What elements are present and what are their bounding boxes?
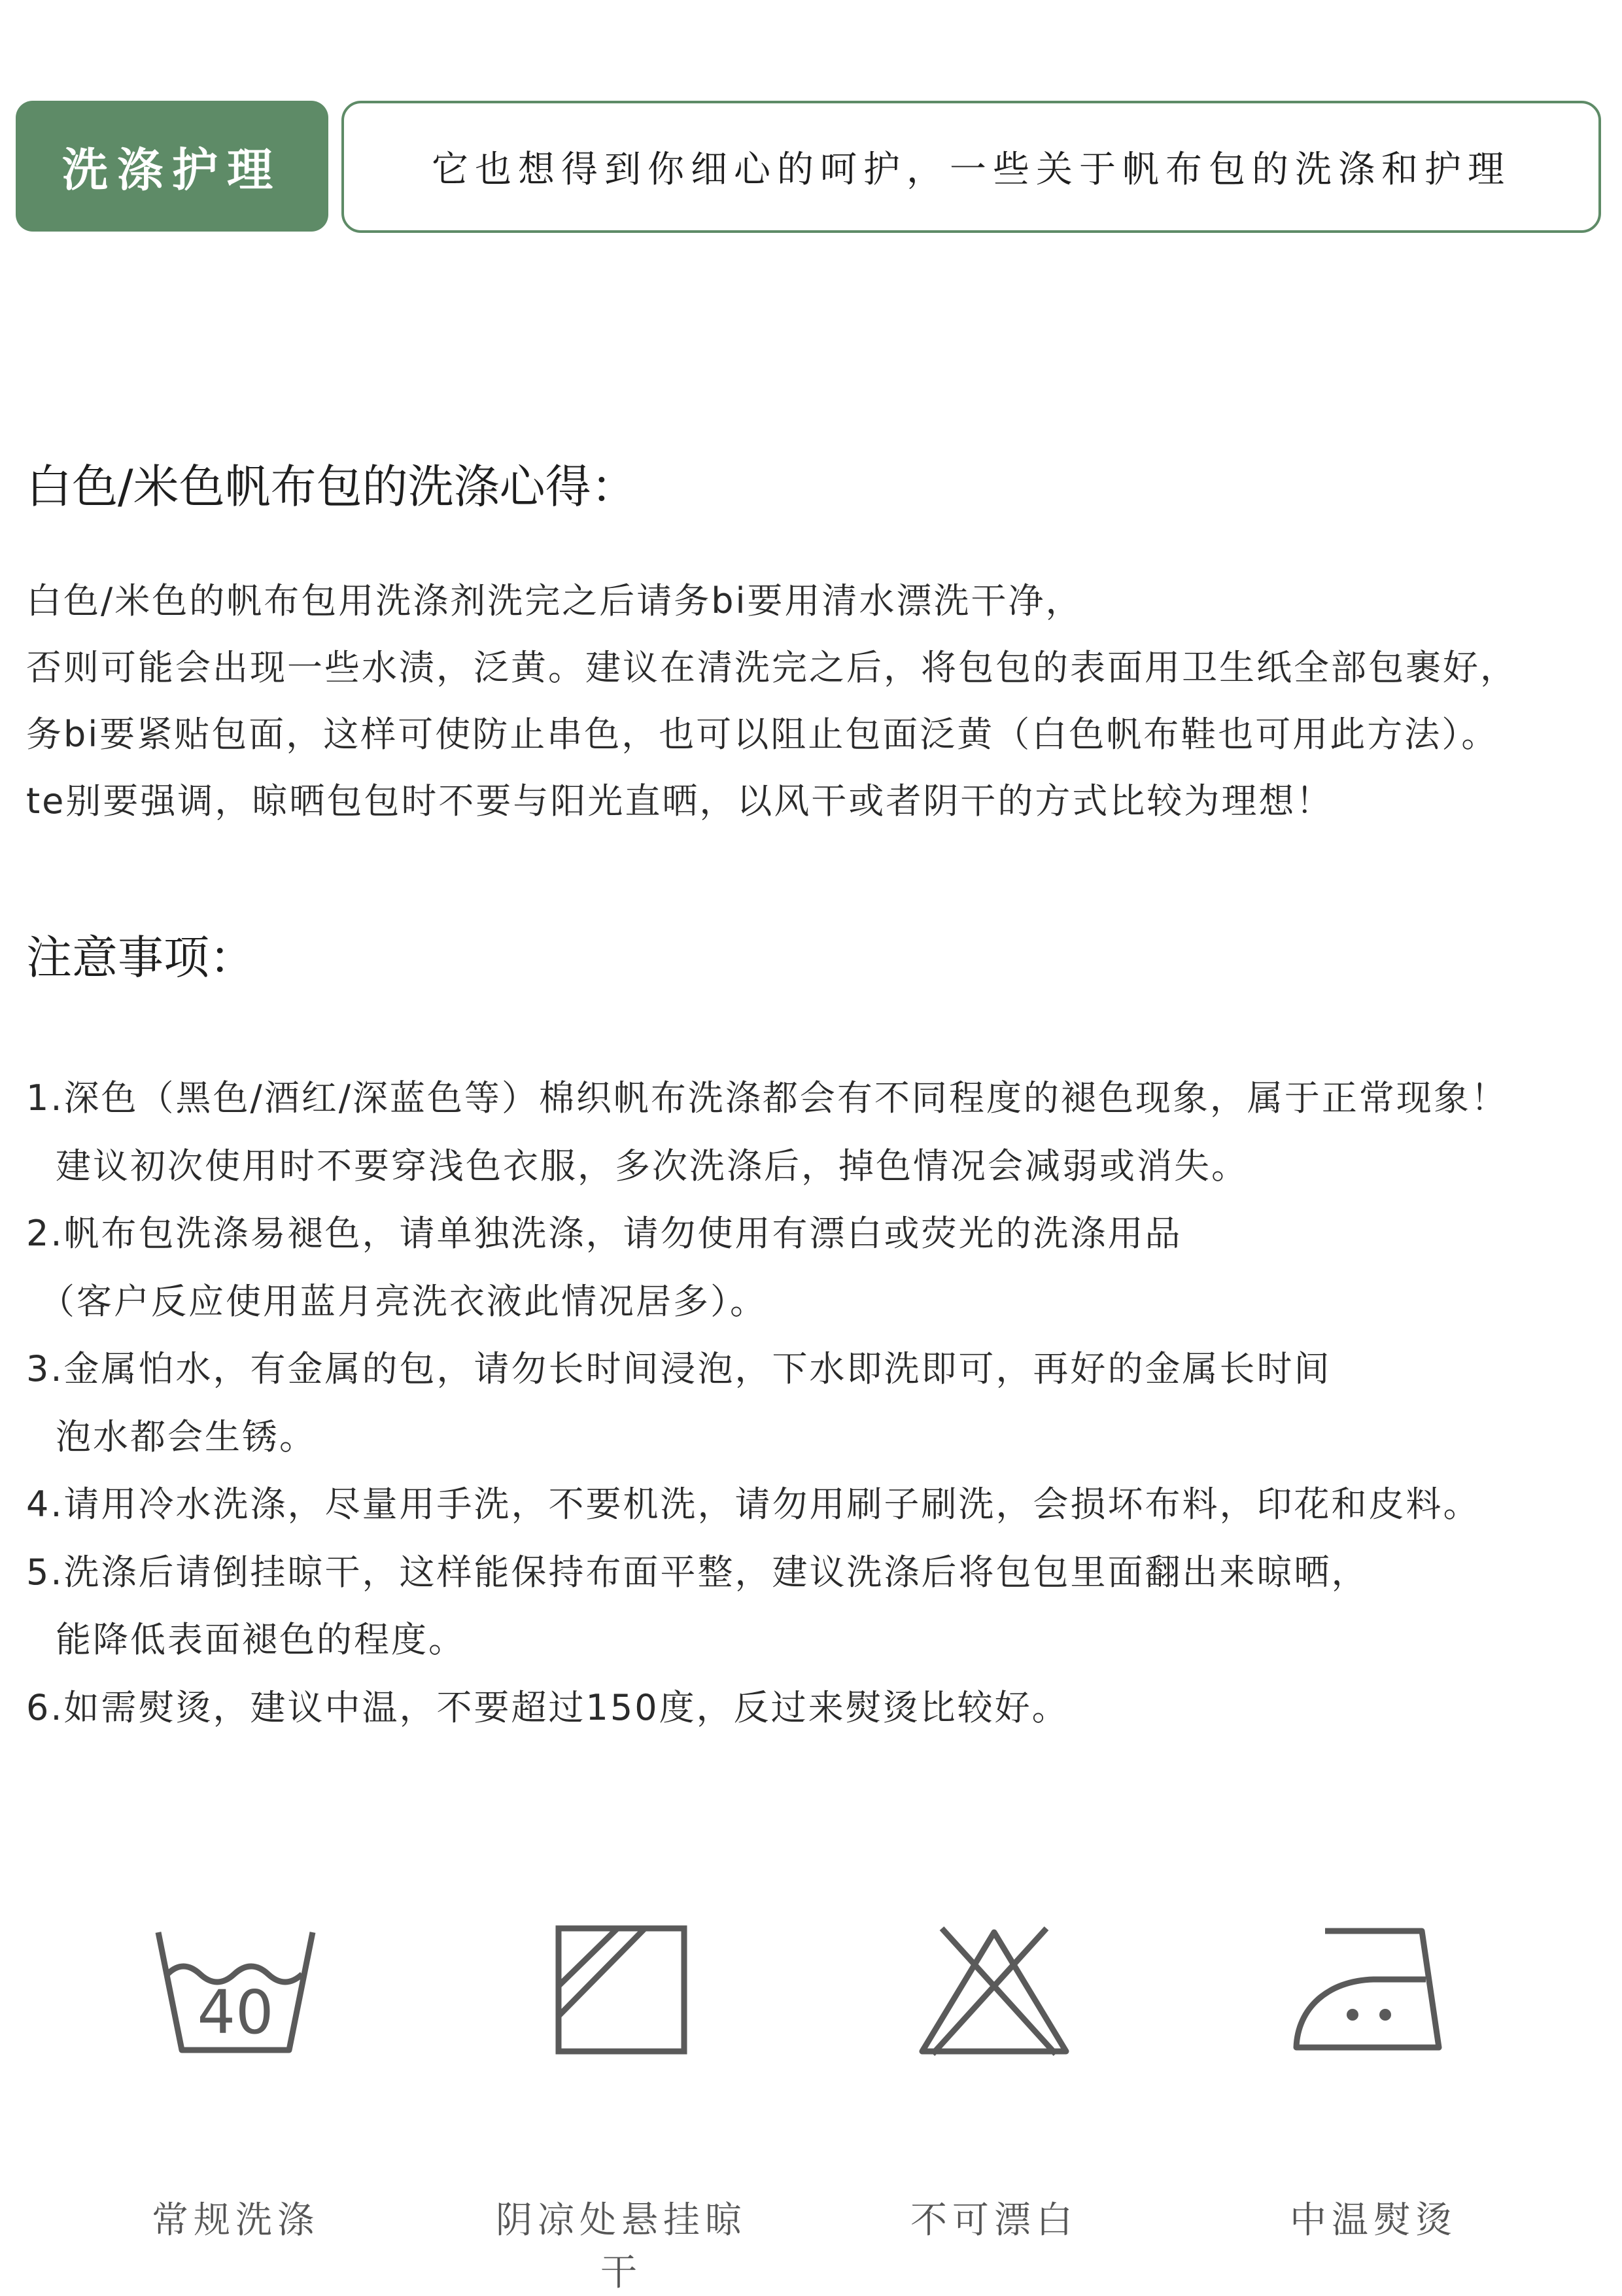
note-item <box>26 1064 1609 1200</box>
note-line: 1.深色（黑色/酒红/深蓝色等）棉织帆布洗涤都会有不同程度的褪色现象，属于正常现象！ <box>26 1077 1508 1119</box>
note-line: 泡水都会生锈。 <box>56 1416 317 1457</box>
care-label: 阴凉处悬挂晾干 <box>496 2199 747 2294</box>
note-item <box>26 1674 1609 1742</box>
note-item <box>26 1335 1609 1470</box>
care-icon-bleach <box>909 1917 1079 2242</box>
care-label: 不可漂白 <box>910 2199 1078 2242</box>
section-tag: 洗涤护理 <box>16 101 328 232</box>
note-line: （客户反应使用蓝月亮洗衣液此情况居多）。 <box>39 1280 767 1322</box>
note-line: 3.金属怕水，有金属的包，请勿长时间浸泡，下水即洗即可，再好的金属长时间 <box>26 1348 1332 1389</box>
wash-temperature: 40 <box>197 1977 274 2047</box>
note-item <box>26 1539 1609 1674</box>
note-line: 能降低表面褪色的程度。 <box>56 1619 466 1660</box>
care-icon-dry <box>496 1917 747 2294</box>
wash-basin-40-icon <box>150 1917 320 2113</box>
paragraph-line: 否则可能会出现一些水渍，泛黄。建议在清洗完之后，将包包的表面用卫生纸全部包裹好， <box>26 647 1517 688</box>
note-line: 建议初次使用时不要穿浅色衣服，多次洗涤后，掉色情况会减弱或消失。 <box>56 1145 1249 1187</box>
paragraph-line: te别要强调，晾晒包包时不要与阳光直晒，以风干或者阴干的方式比较为理想！ <box>26 780 1334 822</box>
note-item <box>26 1200 1609 1335</box>
white-bag-paragraph <box>26 568 1609 835</box>
note-line: 6.如需熨烫，建议中温，不要超过150度，反过来熨烫比较好。 <box>26 1686 1069 1728</box>
notes-list <box>26 1064 1609 1741</box>
section-subtitle: 它也想得到你细心的呵护，一些关于帆布包的洗涤和护理 <box>341 101 1601 233</box>
note-line: 2.帆布包洗涤易褪色，请单独洗涤，请勿使用有漂白或荧光的洗涤用品 <box>26 1213 1182 1254</box>
care-label: 中温熨烫 <box>1290 2199 1457 2242</box>
paragraph-line: 务bi要紧贴包面，这样可使防止串色，也可以阻止包面泛黄（白色帆布鞋也可用此方法）。 <box>26 714 1499 755</box>
drip-dry-shade-icon <box>549 1917 693 2113</box>
note-line: 4.请用冷水洗涤，尽量用手洗，不要机洗，请勿用刷子刷洗，会损坏布料，印花和皮料。 <box>26 1484 1481 1525</box>
note-item <box>26 1470 1609 1539</box>
care-icon-wash <box>150 1917 320 2242</box>
no-bleach-icon <box>909 1917 1079 2113</box>
iron-medium-icon <box>1288 1917 1458 2113</box>
paragraph-line: 白色/米色的帆布包用洗涤剂洗完之后请务bi要用清水漂洗干净， <box>26 580 1083 621</box>
notes-title: 注意事项： <box>26 931 255 984</box>
care-icon-iron <box>1288 1917 1458 2242</box>
white-bag-title: 白色/米色帆布包的洗涤心得： <box>26 460 637 513</box>
note-line: 5.洗涤后请倒挂晾干，这样能保持布面平整，建议洗涤后将包包里面翻出来晾晒， <box>26 1551 1369 1593</box>
care-label: 常规洗涤 <box>152 2199 319 2242</box>
